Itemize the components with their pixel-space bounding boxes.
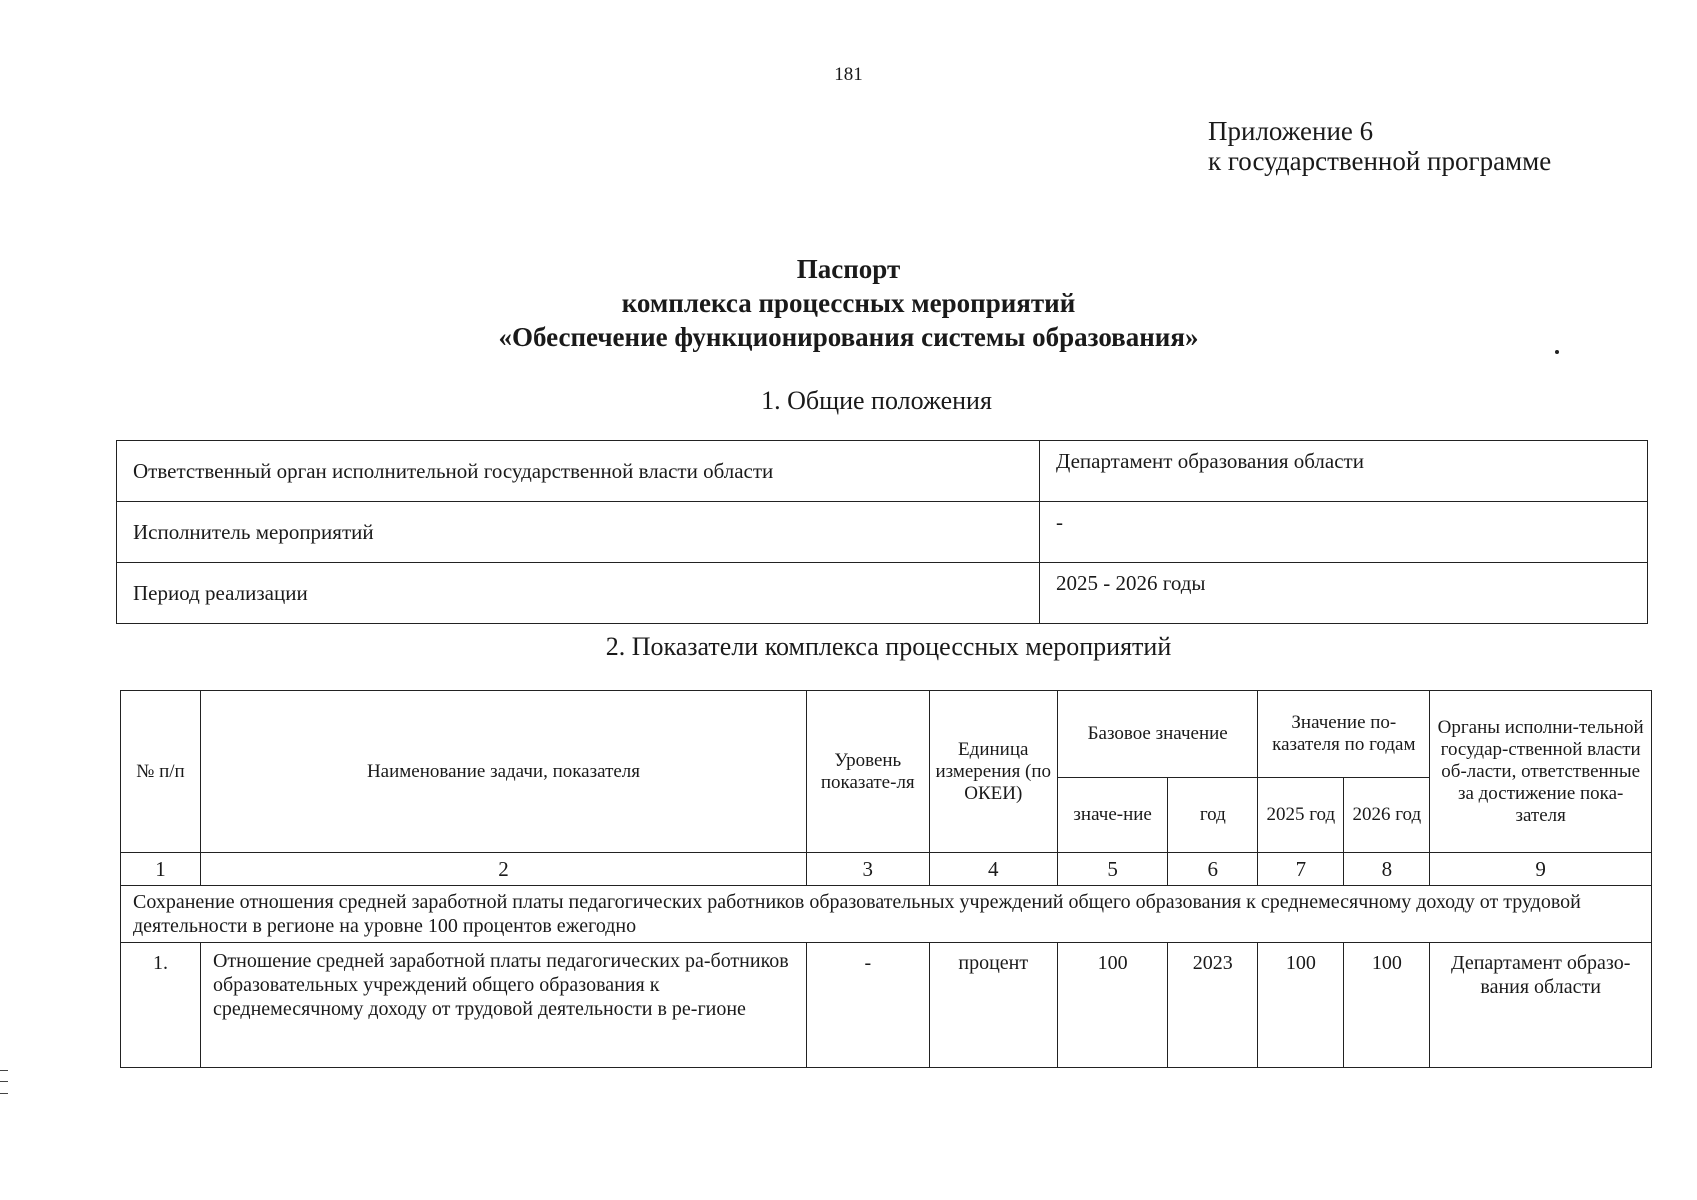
column-number: 4: [929, 853, 1058, 886]
header-row: [121, 691, 1652, 778]
row-label: Ответственный орган исполнительной государственной власти области: [117, 441, 1040, 502]
task-row: [121, 886, 1652, 943]
header-level: Уровень показате-ля: [807, 691, 929, 853]
column-number: 1: [121, 853, 201, 886]
column-number: 5: [1058, 853, 1168, 886]
title-line-1: Паспорт: [796, 254, 901, 284]
row-value-2025: 100: [1258, 943, 1344, 1068]
row-label: Исполнитель мероприятий: [117, 502, 1040, 563]
document-title: [0, 252, 1697, 354]
header-unit: Единица измерения (по ОКЕИ): [929, 691, 1058, 853]
header-org: Органы исполни-тельной государ-ственной власти об-ласти, ответственные за достижение пока-зателя: [1430, 691, 1652, 853]
title-line-3: «Обеспечение функционирования системы образования»: [498, 322, 1199, 352]
row-name: Отношение средней заработной платы педагогических ра-ботников образовательных учреждений общего образования к среднемесячному доходу от трудовой деятельности в ре-гионе: [200, 943, 806, 1068]
column-number: 6: [1168, 853, 1258, 886]
table-row: [117, 502, 1648, 563]
row-value: Департамент образования области: [1040, 441, 1648, 502]
stray-dot: [1555, 350, 1559, 354]
row-value: 2025 - 2026 годы: [1040, 563, 1648, 624]
header-2025: 2025 год: [1258, 778, 1344, 853]
table-row: [117, 563, 1648, 624]
row-org: Департамент образо-вания области: [1430, 943, 1652, 1068]
appendix-line-1: Приложение 6: [1208, 116, 1374, 146]
page-number: 181: [834, 64, 863, 85]
header-by-years: Значение по-казателя по годам: [1258, 691, 1430, 778]
margin-mark: [0, 1070, 8, 1094]
table-row: [117, 441, 1648, 502]
header-name: Наименование задачи, показателя: [200, 691, 806, 853]
header-num: № п/п: [121, 691, 201, 853]
row-label: Период реализации: [117, 563, 1040, 624]
row-num: 1.: [121, 943, 201, 1068]
general-provisions-table: [116, 440, 1648, 624]
section-1-heading: 1. Общие положения: [761, 386, 992, 415]
row-level: -: [807, 943, 929, 1068]
row-unit: процент: [929, 943, 1058, 1068]
header-base: Базовое значение: [1058, 691, 1258, 778]
column-number: 3: [807, 853, 929, 886]
column-number: 8: [1344, 853, 1430, 886]
header-base-year: год: [1168, 778, 1258, 853]
row-value: -: [1040, 502, 1648, 563]
row-value-2026: 100: [1344, 943, 1430, 1068]
appendix-note: [1208, 116, 1551, 176]
column-number: 9: [1430, 853, 1652, 886]
row-base-value: 100: [1058, 943, 1168, 1068]
table-row: [121, 943, 1652, 1068]
indicators-table: [120, 690, 1652, 1068]
title-line-2: комплекса процессных мероприятий: [621, 288, 1076, 318]
column-number: 2: [200, 853, 806, 886]
header-base-value: значе-ние: [1058, 778, 1168, 853]
header-2026: 2026 год: [1344, 778, 1430, 853]
task-text: Сохранение отношения средней заработной платы педагогических работников образовательных учреждений общего образования к среднемесячному доходу от трудовой деятельности в регионе на уровне 100 процентов ежегодно: [121, 886, 1652, 943]
section-2-heading: 2. Показатели комплекса процессных мероприятий: [605, 632, 1172, 661]
row-base-year: 2023: [1168, 943, 1258, 1068]
column-number: 7: [1258, 853, 1344, 886]
appendix-line-2: к государственной программе: [1208, 146, 1552, 176]
column-number-row: [121, 853, 1652, 886]
